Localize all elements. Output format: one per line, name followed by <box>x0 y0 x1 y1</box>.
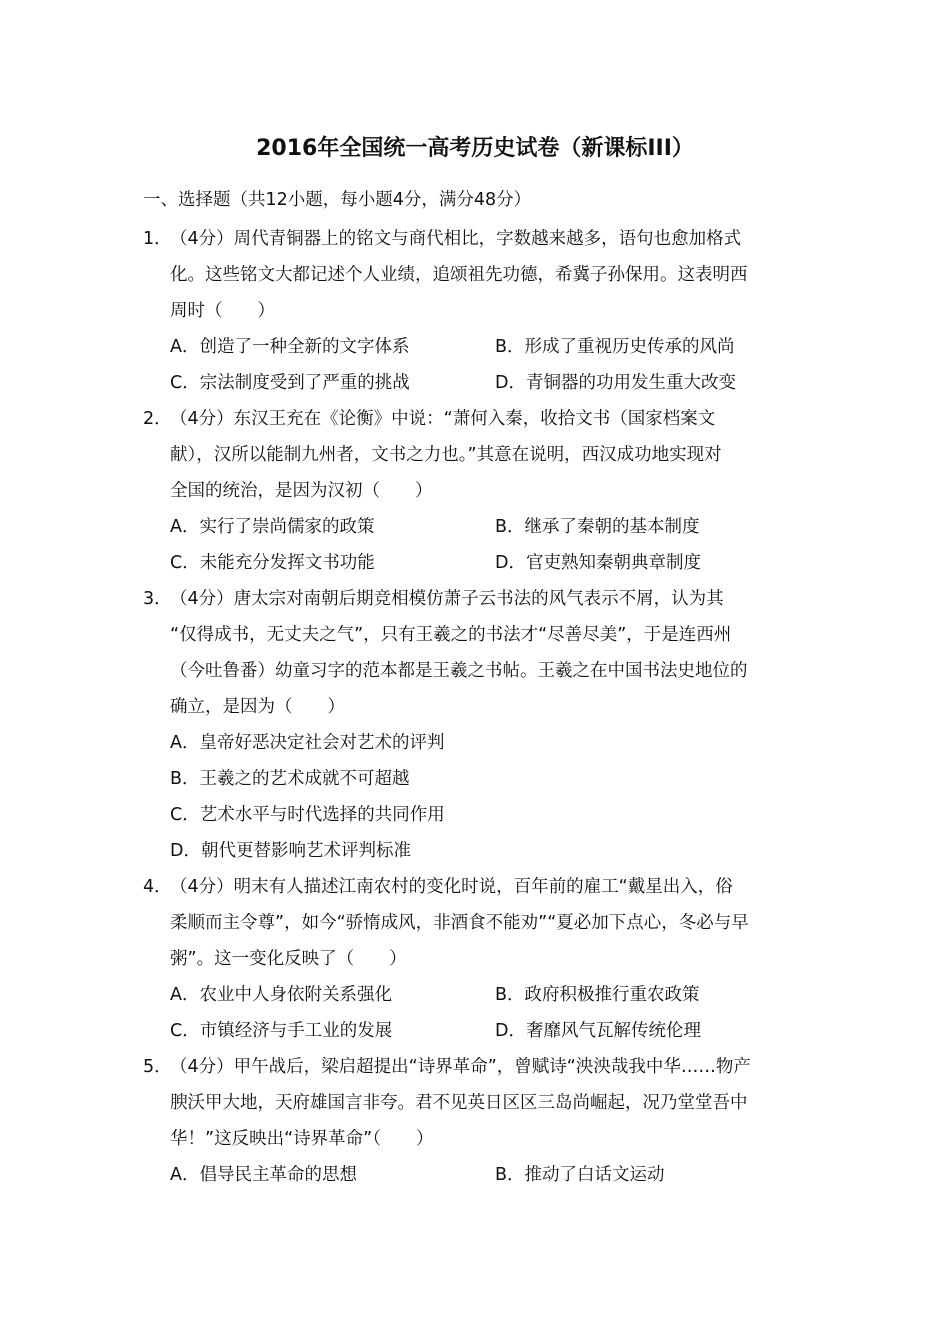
option-d[interactable] <box>495 365 736 401</box>
option-label: A． <box>170 985 200 1005</box>
option-label: B． <box>495 1165 525 1185</box>
stem-line: “仅得成书，无丈夫之气”，只有王羲之的书法才“尽善尽美”，于是连西州 <box>170 625 732 645</box>
question-5 <box>143 1049 813 1193</box>
stem-line: （4分）唐太宗对南朝后期竞相模仿萧子云书法的风气表示不屑，认为其 <box>170 589 724 609</box>
option-label: A． <box>170 733 200 753</box>
stem-line: （4分）明末有人描述江南农村的变化时说，百年前的雇工“戴星出入，俗 <box>170 877 733 897</box>
option-c[interactable] <box>170 365 495 401</box>
section-heading: 一、选择题（共12小题，每小题4分，满分48分） <box>143 190 532 210</box>
option-b[interactable] <box>495 977 700 1013</box>
option-c[interactable] <box>170 1013 495 1049</box>
option-a[interactable] <box>170 509 495 545</box>
question-3 <box>143 581 813 869</box>
stem-line: 全国的统治，是因为汉初（ ） <box>170 481 433 501</box>
question-4 <box>143 869 813 1049</box>
option-label: D． <box>495 1021 526 1041</box>
options <box>170 1157 813 1193</box>
stem-line: 确立，是因为（ ） <box>170 697 345 717</box>
option-label: A． <box>170 1165 200 1185</box>
option-text: 朝代更替影响艺术评判标准 <box>200 841 411 861</box>
option-label: A． <box>170 337 200 357</box>
options <box>170 509 813 581</box>
option-label: C． <box>170 1021 200 1041</box>
option-text: 创造了一种全新的文字体系 <box>199 337 410 357</box>
option-b[interactable] <box>170 761 813 797</box>
option-c[interactable] <box>170 797 813 833</box>
option-a[interactable] <box>170 725 813 761</box>
question-2 <box>143 401 813 581</box>
stem-line: 化。这些铭文大都记述个人业绩，追颂祖先功德，希冀子孙保用。这表明西 <box>170 265 748 285</box>
options <box>170 725 813 869</box>
option-text: 继承了秦朝的基本制度 <box>524 517 700 537</box>
option-label: C． <box>170 553 200 573</box>
option-b[interactable] <box>495 509 700 545</box>
question-stem <box>170 1049 813 1157</box>
option-label: B． <box>170 769 200 789</box>
stem-line: 柔顺而主令尊”，如今“骄惰成风，非酒食不能劝”“夏必加下点心，冬必与早 <box>170 913 749 933</box>
option-text: 形成了重视历史传承的风尚 <box>524 337 735 357</box>
option-b[interactable] <box>495 329 735 365</box>
options <box>170 977 813 1049</box>
question-list <box>143 221 813 1193</box>
stem-line: （4分）甲午战后，梁启超提出“诗界革命”，曾赋诗“泱泱哉我中华……物产 <box>170 1057 751 1077</box>
question-stem <box>170 869 813 977</box>
stem-line: 献），汉所以能制九州者，文书之力也。”其意在说明，西汉成功地实现对 <box>170 445 722 465</box>
option-c[interactable] <box>170 545 495 581</box>
option-label: D． <box>170 841 201 861</box>
option-a[interactable] <box>170 977 495 1013</box>
stem-line: （4分）东汉王充在《论衡》中说：“萧何入秦，收拾文书（国家档案文 <box>170 409 716 429</box>
options <box>170 329 813 401</box>
page-title: 2016年全国统一高考历史试卷（新课标III） <box>256 136 694 161</box>
option-text: 农业中人身依附关系强化 <box>199 985 392 1005</box>
question-stem <box>170 581 813 725</box>
question-stem <box>170 401 813 509</box>
option-label: A． <box>170 517 200 537</box>
option-label: C． <box>170 373 200 393</box>
option-text: 奢靡风气瓦解传统伦理 <box>525 1021 701 1041</box>
option-a[interactable] <box>170 1157 495 1193</box>
stem-line: （4分）周代青铜器上的铭文与商代相比，字数越来越多，语句也愈加格式 <box>170 229 742 249</box>
option-text: 倡导民主革命的思想 <box>199 1165 357 1185</box>
option-d[interactable] <box>170 833 813 869</box>
option-label: D． <box>495 373 526 393</box>
stem-line: 周时（ ） <box>170 301 275 321</box>
option-text: 王羲之的艺术成就不可超越 <box>199 769 410 789</box>
question-number: 1． <box>143 229 172 249</box>
option-b[interactable] <box>495 1157 665 1193</box>
question-1 <box>143 221 813 401</box>
option-label: B． <box>495 985 525 1005</box>
option-text: 官吏熟知秦朝典章制度 <box>525 553 701 573</box>
stem-line: 粥”。这一变化反映了（ ） <box>170 949 407 969</box>
option-text: 未能充分发挥文书功能 <box>199 553 375 573</box>
option-label: D． <box>495 553 526 573</box>
option-label: B． <box>495 337 525 357</box>
question-number: 3． <box>143 589 172 609</box>
option-d[interactable] <box>495 545 701 581</box>
option-text: 青铜器的功用发生重大改变 <box>525 373 736 393</box>
question-stem <box>170 221 813 329</box>
stem-line: 华！”这反映出“诗界革命”（ ） <box>170 1129 434 1149</box>
question-number: 2． <box>143 409 172 429</box>
option-label: C． <box>170 805 200 825</box>
option-a[interactable] <box>170 329 495 365</box>
option-text: 市镇经济与手工业的发展 <box>199 1021 393 1041</box>
question-number: 5． <box>143 1057 172 1077</box>
stem-line: 腴沃甲大地，天府雄国言非夸。君不见英日区区三岛尚崛起，况乃堂堂吾中 <box>170 1093 748 1113</box>
option-text: 推动了白话文运动 <box>524 1165 665 1185</box>
option-text: 艺术水平与时代选择的共同作用 <box>199 805 445 825</box>
option-label: B． <box>495 517 525 537</box>
option-text: 宗法制度受到了严重的挑战 <box>199 373 410 393</box>
question-number: 4． <box>143 877 172 897</box>
option-text: 实行了崇尚儒家的政策 <box>199 517 375 537</box>
option-d[interactable] <box>495 1013 701 1049</box>
stem-line: （今吐鲁番）幼童习字的范本都是王羲之书帖。王羲之在中国书法史地位的 <box>170 661 748 681</box>
option-text: 政府积极推行重农政策 <box>524 985 700 1005</box>
option-text: 皇帝好恶决定社会对艺术的评判 <box>199 733 445 753</box>
